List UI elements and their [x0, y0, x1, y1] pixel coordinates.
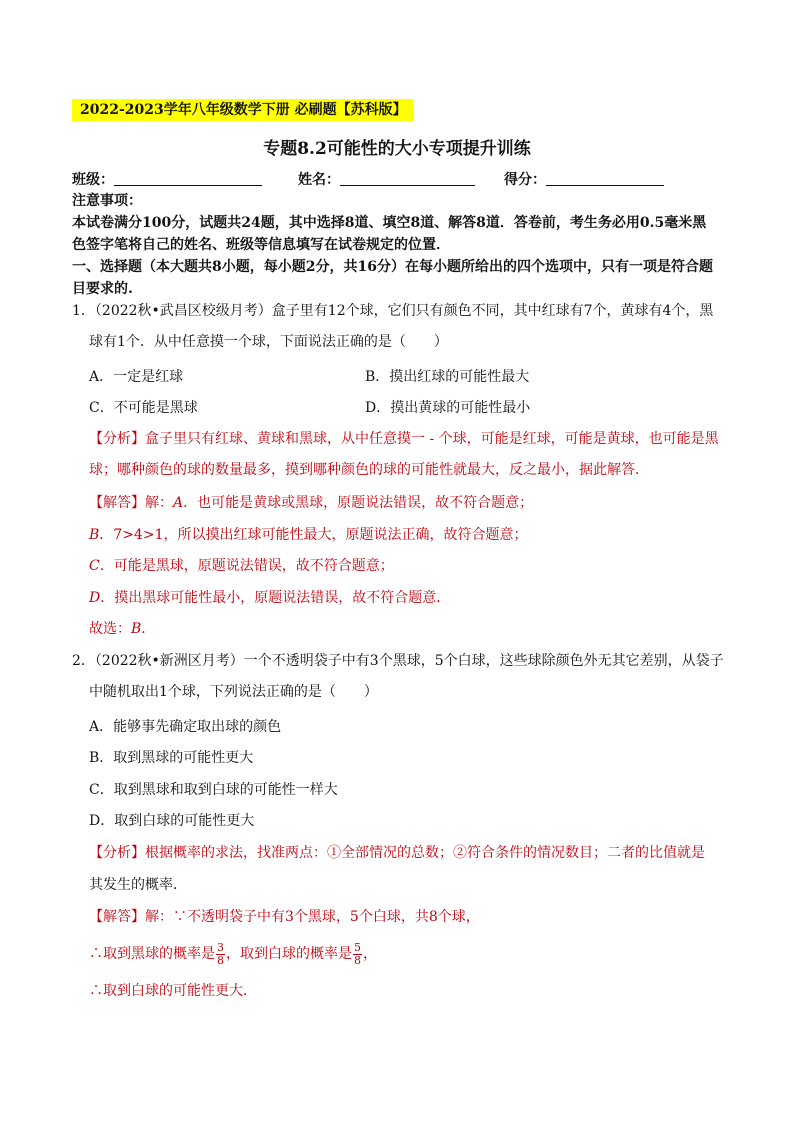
section-heading-2: 目要求的. — [72, 281, 133, 297]
q2-answer-line-2 — [89, 939, 732, 970]
q2-answer-line-3: ∴取到白球的可能性更大． — [89, 983, 257, 999]
score-blank — [546, 169, 664, 186]
q1-stem-line-1: 1．（2022秋•武昌区校级月考）盒子里有12个球，它们只有颜色不同，其中红球有7个，黄球有4个，黑 — [72, 303, 714, 319]
q1-answer-c-text: ．可能是黑球，原题说法错误，故不符合题意； — [99, 558, 394, 574]
q2-analysis-tag: 【分析】 — [89, 845, 145, 861]
q1-answer-b-letter: B — [89, 527, 100, 543]
q1-answer-line-a — [89, 488, 732, 519]
q1-choice-letter: B — [131, 621, 142, 637]
q2-fraction-black — [216, 942, 225, 967]
q1-analysis-line-2: 球；哪种颜色的球的数量最多，摸到哪种颜色的球的可能性就最大，反之最小，据此解答． — [89, 462, 649, 478]
q1-analysis-text-1: 盒子里只有红球、黄球和黑球，从中任意摸一 - 个球，可能是红球，可能是黄球，也可能是黑 — [145, 431, 719, 447]
series-banner: 2022-2023学年八年级数学下册 必刷题【苏科版】 — [72, 99, 413, 121]
q1-answer-line-b — [89, 520, 732, 551]
q2-option-c: C．取到黑球和取到白球的可能性一样大 — [89, 782, 338, 798]
q1-option-d: D．摸出黄球的可能性最小 — [365, 400, 531, 416]
q1-option-b: B．摸出红球的可能性最大 — [365, 369, 530, 385]
q1-analysis-line-1 — [89, 424, 732, 455]
q1-answer-a-letter: A — [173, 495, 184, 511]
score-field — [504, 169, 664, 191]
q2-answer-line-1 — [89, 902, 732, 933]
notice-line-2: 色签字笔将自己的姓名、班级等信息填写在试卷规定的位置． — [72, 237, 450, 253]
q2-fraction-white-denominator: 8 — [354, 953, 361, 967]
q1-option-c: C．不可能是黑球 — [89, 400, 198, 416]
q2-analysis-line-1 — [89, 838, 732, 869]
q1-answer-d-text: ．摸出黑球可能性最小，原题说法错误，故不符合题意． — [100, 590, 451, 606]
q1-answer-b-text: ．7>4>1，所以摸出红球可能性最大，原题说法正确，故符合题意； — [99, 527, 528, 543]
page-title: 专题8.2可能性的大小专项提升训练 — [263, 139, 531, 159]
q2-fraction-black-denominator: 8 — [217, 953, 224, 967]
q1-answer-prefix: 解： — [145, 495, 173, 511]
class-label: 班级： — [72, 172, 114, 188]
q1-choice-line — [89, 614, 732, 645]
notice-heading: 注意事项： — [72, 193, 142, 209]
q2-answer-tag: 【解答】 — [89, 909, 145, 925]
score-label: 得分： — [504, 172, 546, 188]
q2-analysis-line-2: 其发生的概率． — [89, 877, 187, 893]
q2-option-d: D．取到白球的可能性更大 — [89, 813, 255, 829]
q2-answer-text-1: 解：∵不透明袋子中有3个黑球，5个白球，共8个球， — [145, 909, 480, 925]
banner-wrap — [72, 99, 413, 121]
q1-answer-line-d — [89, 583, 732, 614]
class-blank — [114, 169, 262, 186]
section-heading-1: 一、选择题（本大题共8小题，每小题2分，共16分）在每小题所给出的四个选项中，只有一项是符合题 — [72, 259, 713, 275]
name-label: 姓名： — [298, 172, 340, 188]
q2-answer-text-2-end: ， — [363, 946, 377, 962]
q1-choice-end: ． — [141, 621, 156, 637]
q2-answer-text-2-pre: ∴取到黑球的概率是 — [89, 946, 215, 962]
q2-fraction-black-numerator: 3 — [217, 940, 224, 954]
q2-stem-line-1: 2．（2022秋•新洲区月考）一个不透明袋子中有3个黑球，5个白球，这些球除颜色外无其它差别，从袋子 — [72, 653, 724, 669]
name-blank — [340, 169, 475, 186]
q2-option-a: A．能够事先确定取出球的颜色 — [89, 719, 282, 735]
q1-answer-line-c — [89, 551, 732, 582]
q1-answer-c-letter: C — [89, 558, 100, 574]
q2-answer-text-2-mid: ，取到白球的概率是 — [226, 946, 352, 962]
q1-answer-tag: 【解答】 — [89, 495, 145, 511]
notice-line-1: 本试卷满分100分，试题共24题，其中选择8道、填空8道、解答8道．答卷前，考生务必用0.5毫米黑 — [72, 215, 707, 231]
q2-fraction-white-numerator: 5 — [354, 940, 361, 954]
q1-answer-a-text: ．也可能是黄球或黑球，原题说法错误，故不符合题意； — [183, 495, 534, 511]
q1-choice-prefix: 故选： — [89, 621, 131, 637]
q1-answer-d-letter: D — [89, 590, 101, 606]
q1-analysis-tag: 【分析】 — [89, 431, 145, 447]
q2-stem-line-2: 中随机取出1个球，下列说法正确的是（ ） — [89, 684, 378, 700]
class-field — [72, 169, 262, 191]
q2-fraction-white — [353, 942, 362, 967]
q2-option-b: B．取到黑球的可能性更大 — [89, 750, 254, 766]
name-field — [298, 169, 475, 191]
q1-stem-line-2: 球有1个．从中任意摸一个球，下面说法正确的是（ ） — [89, 334, 448, 350]
q1-option-a: A．一定是红球 — [89, 369, 184, 385]
q2-analysis-text-1: 根据概率的求法，找准两点：①全部情况的总数；②符合条件的情况数目；二者的比值就是 — [145, 845, 705, 861]
